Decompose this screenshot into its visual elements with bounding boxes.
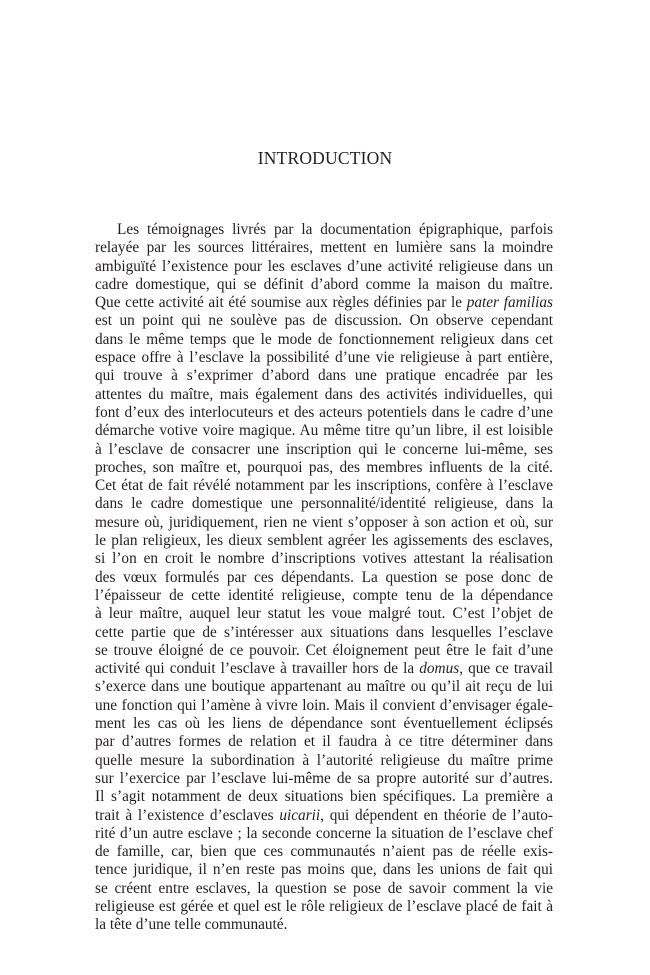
- text-line: [95, 239, 553, 257]
- text-segment: religieuse est gérée et quel est le rôle religieux de l’esclave placé de fait à: [95, 897, 553, 915]
- text-line: [95, 861, 553, 879]
- text-segment: sur l’exercice par l’esclave lui-même de sa propre autorité sur d’autres.: [95, 769, 553, 787]
- italic-term: pater familias: [466, 294, 553, 312]
- text-segment: démarche votive voire magique. Au même titre qu’un libre, il est loisible: [95, 422, 553, 440]
- text-segment: mesure où, juridiquement, rien ne vient s’opposer à son action et où, sur: [95, 513, 553, 531]
- text-segment: à l’esclave de consacrer une inscription qui le concerne lui-même, ses: [95, 440, 553, 458]
- text-line: [95, 495, 553, 513]
- text-line: [95, 587, 553, 605]
- text-line: [95, 441, 553, 459]
- text-segment: proches, son maître et, pourquoi pas, des membres influents de la cité.: [95, 458, 553, 476]
- text-segment: Il s’agit notamment de deux situations bien spécifiques. La première a: [95, 788, 553, 806]
- text-segment: la tête d’une telle communauté.: [95, 916, 288, 934]
- text-segment: de famille, car, bien que ces communautés n’aient pas de réelle exis-: [95, 843, 553, 861]
- text-line: [95, 349, 553, 367]
- text-segment: à leur maître, auquel leur statut les voue malgré tout. C’est l’objet de: [95, 605, 553, 623]
- text-line: [95, 386, 553, 404]
- text-segment: se trouve éloigné de ce pouvoir. Cet éloignement peut être le fait d’une: [95, 641, 553, 659]
- text-line: [95, 404, 553, 422]
- italic-term: domus: [419, 660, 460, 678]
- text-segment: espace offre à l’esclave la possibilité d’une vie religieuse à part entière,: [95, 349, 553, 367]
- text-line: [95, 660, 553, 678]
- text-segment: tence juridique, il n’en reste pas moins que, dans les unions de fait qui: [95, 861, 553, 879]
- text-line: [95, 642, 553, 660]
- text-segment: est un point qui ne soulève pas de discussion. On observe cependant: [95, 312, 553, 330]
- text-line: [95, 752, 553, 770]
- text-segment: quelle mesure la subordination à l’autorité religieuse du maître prime: [95, 751, 553, 769]
- text-line: [95, 898, 553, 916]
- text-segment: trait à l’existence d’esclaves: [95, 806, 280, 824]
- text-segment: font d’eux des interlocuteurs et des acteurs potentiels dans le cadre d’une: [95, 403, 553, 421]
- text-line: [95, 312, 553, 330]
- text-line: [95, 422, 553, 440]
- text-segment: , que ce travail: [459, 660, 553, 678]
- page-title: INTRODUCTION: [257, 148, 393, 168]
- text-segment: cadre domestique, qui se définit d’abord comme la maison du maître.: [95, 275, 553, 293]
- text-segment: rité d’un autre esclave ; la seconde concerne la situation de l’esclave chef: [95, 824, 553, 842]
- text-segment: ment les cas où les liens de dépendance sont éventuellement éclipsés: [95, 715, 553, 733]
- text-line: [95, 514, 553, 532]
- text-line: [95, 367, 553, 385]
- text-segment: attentes du maître, mais également dans des activités individuelles, qui: [95, 385, 553, 403]
- text-segment: s’exerce dans une boutique appartenant au maître ou qu’il ait reçu de lui: [95, 678, 553, 696]
- text-segment: l’épaisseur de cette identité religieuse, compte tenu de la dépendance: [95, 586, 553, 604]
- text-line: [95, 770, 553, 788]
- text-segment: qui trouve à s’exprimer d’abord dans une pratique encadrée par les: [95, 367, 553, 385]
- text-line: [95, 605, 553, 623]
- body-paragraph: [95, 221, 553, 935]
- text-segment: ambiguïté l’existence pour les esclaves d’une activité religieuse dans un: [95, 257, 553, 275]
- text-segment: par d’autres formes de relation et il faudra à ce titre déterminer dans: [95, 733, 553, 751]
- text-line: [95, 258, 553, 276]
- text-line: [95, 880, 553, 898]
- text-segment: relayée par les sources littéraires, mettent en lumière sans la moindre: [95, 239, 553, 257]
- text-line: [95, 221, 553, 239]
- text-line: [95, 624, 553, 642]
- text-line: [95, 331, 553, 349]
- text-line: [95, 715, 553, 733]
- text-line: [95, 788, 553, 806]
- text-segment: le plan religieux, les dieux semblent agréer les agissements des esclaves,: [95, 532, 553, 550]
- text-segment: si l’on en croit le nombre d’inscriptions votives attestant la réalisation: [95, 550, 553, 568]
- text-segment: Que cette activité ait été soumise aux règles définies par le: [95, 294, 467, 312]
- text-line: [95, 807, 553, 825]
- text-line: [95, 697, 553, 715]
- text-segment: dans le cadre domestique une personnalité/identité religieuse, dans la: [95, 495, 553, 513]
- text-line: [95, 733, 553, 751]
- text-line: [95, 294, 553, 312]
- text-line: [95, 276, 553, 294]
- text-line: [95, 843, 553, 861]
- text-line: [95, 477, 553, 495]
- text-segment: une fonction qui l’amène à vivre loin. Mais il convient d’envisager égale-: [95, 696, 553, 714]
- text-segment: se créent entre esclaves, la question se pose de savoir comment la vie: [95, 879, 553, 897]
- text-line: [95, 569, 553, 587]
- text-line: [95, 550, 553, 568]
- text-line: [95, 916, 553, 934]
- text-segment: cette partie que de s’intéresser aux situations dans lesquelles l’esclave: [95, 623, 553, 641]
- text-segment: dans le même temps que le mode de fonctionnement religieux dans cet: [95, 330, 553, 348]
- text-segment: Cet état de fait révélé notamment par les inscriptions, confère à l’esclave: [95, 477, 553, 495]
- text-line: [95, 459, 553, 477]
- text-segment: des vœux formulés par ces dépendants. La question se pose donc de: [95, 568, 553, 586]
- text-line: [95, 678, 553, 696]
- italic-term: uicarii: [279, 806, 321, 824]
- text-line: [95, 532, 553, 550]
- text-segment: Les témoignages livrés par la documentation épigraphique, parfois: [117, 221, 553, 238]
- text-segment: , qui dépendent en théorie de l’auto-: [320, 806, 553, 824]
- text-segment: activité qui conduit l’esclave à travailler hors de la: [95, 660, 420, 678]
- text-line: [95, 825, 553, 843]
